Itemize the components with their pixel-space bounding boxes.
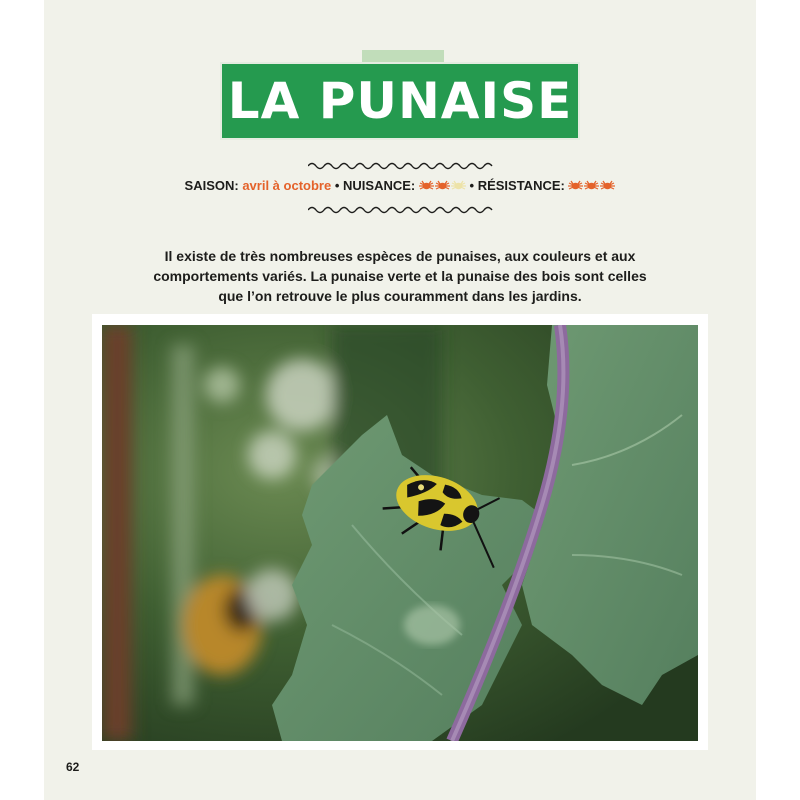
bug-icon [451,180,466,192]
info-line [44,178,756,193]
bug-icon [568,180,583,192]
bug-icon [419,180,434,192]
bug-icon [600,180,615,192]
intro-paragraph: Il existe de très nombreuses espèces de punaises, aux couleurs et aux comportements variés. La punaise verte et la punaise des bois sont celles que l’on retrouve le plus couramment dans les jardins. [153,248,647,304]
nuisance-rating [419,180,466,192]
separator: • [469,178,475,193]
wavy-divider-bottom [308,205,494,215]
title-banner [220,62,580,140]
photo-frame [92,314,708,750]
bug-icon [435,180,450,192]
resistance-label: RÉSISTANCE: [477,178,565,193]
separator: • [334,178,340,193]
bug-icon [584,180,599,192]
bug-on-leaf-photo [102,325,698,741]
wavy-divider-top [308,161,494,171]
nuisance-label: NUISANCE: [343,178,416,193]
season-value: avril à octobre [242,178,332,193]
resistance-rating [568,180,615,192]
page-title: LA PUNAISE [227,72,573,130]
season-label: SAISON: [184,178,239,193]
book-page [44,0,756,800]
page-number: 62 [66,760,80,774]
